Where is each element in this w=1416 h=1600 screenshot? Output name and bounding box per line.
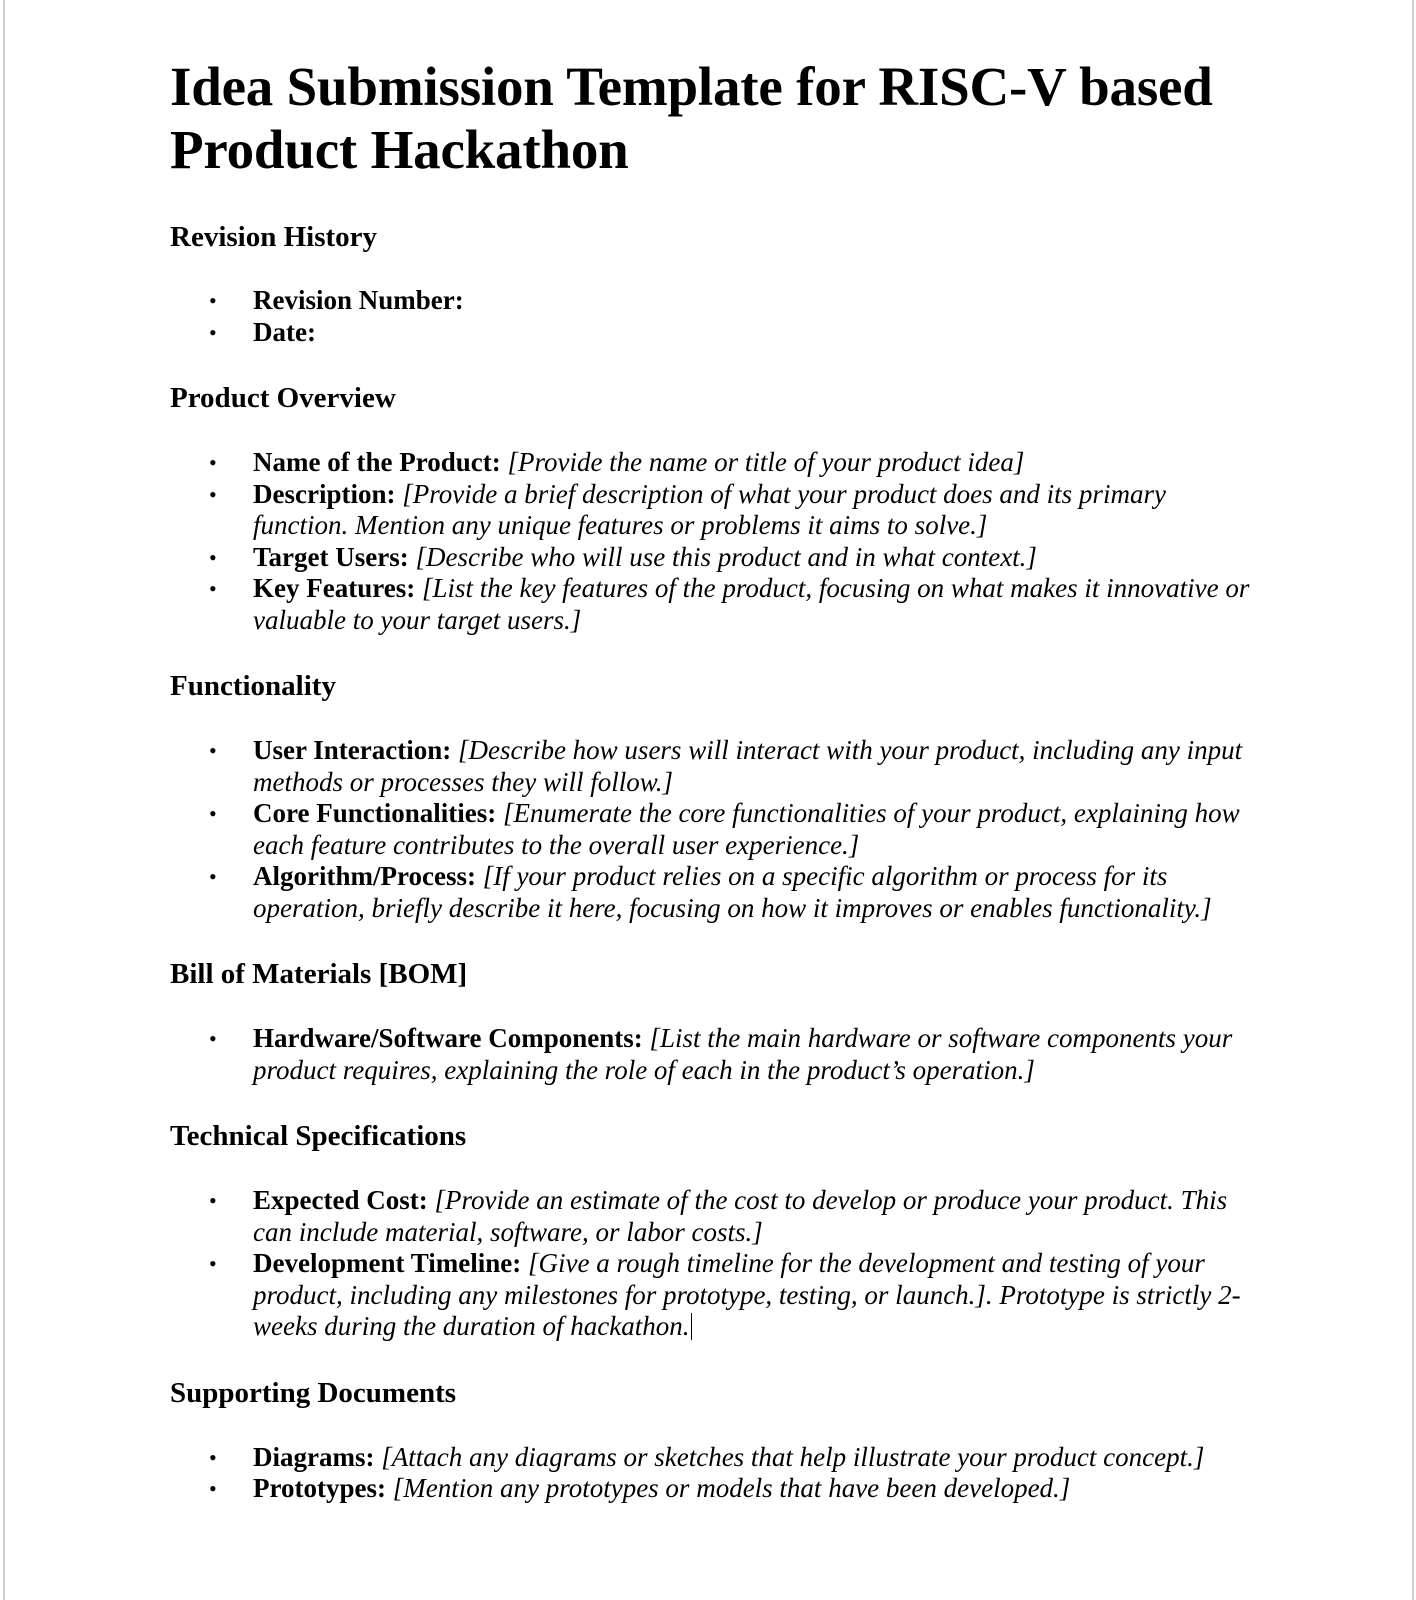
item-label: Key Features: <box>253 573 416 603</box>
item-label: Diagrams: <box>253 1441 375 1472</box>
heading-bill-of-materials[interactable]: Bill of Materials [BOM] <box>170 958 468 990</box>
item-placeholder-text[interactable]: [List the main hardware or software components your product requires, explaining the role of each in the product’s operation.] <box>253 1023 1233 1085</box>
item-placeholder-text[interactable]: [Enumerate the core functionalities of your product, explaining how each feature contributes to the overall user experience.] <box>253 798 1240 860</box>
item-label: Revision Number: <box>253 285 464 315</box>
list-item-description[interactable] <box>170 479 1260 542</box>
list-technical-specifications <box>170 1185 1260 1343</box>
bullet-icon: • <box>209 288 217 313</box>
item-label: Date: <box>253 316 316 347</box>
page-edge-left <box>3 0 5 1600</box>
heading-product-overview[interactable]: Product Overview <box>170 382 396 414</box>
list-item-diagrams[interactable] <box>170 1442 1260 1474</box>
bullet-icon: • <box>209 1444 217 1470</box>
item-label: Development Timeline: <box>253 1248 522 1278</box>
list-item-algorithm-process[interactable] <box>170 861 1260 924</box>
document-body <box>170 55 1260 1505</box>
item-label: User Interaction: <box>253 735 452 765</box>
item-label: Algorithm/Process: <box>253 861 476 891</box>
bullet-icon: • <box>209 1026 217 1051</box>
list-item-target-users[interactable] <box>170 542 1260 574</box>
list-bill-of-materials <box>170 1023 1260 1086</box>
document-title[interactable]: Idea Submission Template for RISC-V based Product Hackathon <box>170 56 1213 180</box>
page-edge-right <box>1412 0 1414 1600</box>
item-placeholder-text[interactable]: [Provide an estimate of the cost to develop or produce your product. This can include material, software, or labor costs.] <box>253 1185 1228 1247</box>
item-label: Description: <box>253 478 396 509</box>
item-label: Prototypes: <box>253 1473 386 1503</box>
heading-revision-history[interactable]: Revision History <box>170 221 378 253</box>
item-placeholder-text[interactable]: [List the key features of the product, focusing on what makes it innovative or valuable to your target users.] <box>253 573 1250 635</box>
list-functionality <box>170 735 1260 924</box>
list-item-date[interactable] <box>170 317 1260 349</box>
list-item-expected-cost[interactable] <box>170 1185 1260 1248</box>
item-placeholder-text[interactable]: [If your product relies on a specific algorithm or process for its operation, briefly describe it here, focusing on how it improves or enables functionality.] <box>253 861 1212 923</box>
item-placeholder-text[interactable]: [Provide the name or title of your product idea] <box>507 447 1025 477</box>
item-placeholder-text[interactable]: [Describe who will use this product and in what context.] <box>415 541 1037 572</box>
text-cursor <box>691 1313 692 1340</box>
bullet-icon: • <box>209 481 217 507</box>
list-item-user-interaction[interactable] <box>170 735 1260 798</box>
bullet-icon: • <box>209 450 217 475</box>
heading-technical-specifications[interactable]: Technical Specifications <box>170 1120 467 1152</box>
item-placeholder-text[interactable]: [Provide a brief description of what your product does and its primary function. Mention any unique features or problems it aims to solve.] <box>253 478 1166 540</box>
item-placeholder-text[interactable]: [Give a rough timeline for the development and testing of your product, including any milestones for prototype, testing, or launch.]. Prototype is strictly 2-weeks during the duration of hackathon. <box>253 1248 1241 1341</box>
bullet-icon: • <box>209 1251 217 1276</box>
list-item-hardware-software-components[interactable] <box>170 1023 1260 1086</box>
bullet-icon: • <box>209 1476 217 1501</box>
item-label: Expected Cost: <box>253 1185 428 1215</box>
bullet-icon: • <box>209 576 217 601</box>
bullet-icon: • <box>209 738 217 763</box>
list-item-revision-number[interactable] <box>170 285 1260 317</box>
item-placeholder-text[interactable]: [Describe how users will interact with your product, including any input methods or processes they will follow.] <box>253 735 1243 797</box>
item-label: Hardware/Software Components: <box>253 1023 643 1053</box>
item-label: Name of the Product: <box>253 447 501 477</box>
item-placeholder-text[interactable]: [Attach any diagrams or sketches that help illustrate your product concept.] <box>381 1441 1205 1472</box>
list-item-key-features[interactable] <box>170 573 1260 636</box>
list-item-name-of-product[interactable] <box>170 447 1260 479</box>
list-item-core-functionalities[interactable] <box>170 798 1260 861</box>
list-item-prototypes[interactable] <box>170 1473 1260 1505</box>
bullet-icon: • <box>209 1188 217 1213</box>
heading-functionality[interactable]: Functionality <box>170 670 336 702</box>
item-label: Core Functionalities: <box>253 798 497 828</box>
item-label: Target Users: <box>253 541 409 572</box>
bullet-icon: • <box>209 319 217 345</box>
heading-supporting-documents[interactable]: Supporting Documents <box>170 1376 457 1409</box>
bullet-icon: • <box>209 864 217 889</box>
list-item-development-timeline[interactable] <box>170 1248 1260 1343</box>
list-supporting-documents <box>170 1442 1260 1505</box>
bullet-icon: • <box>209 801 217 826</box>
list-revision-history <box>170 285 1260 348</box>
bullet-icon: • <box>209 544 217 570</box>
item-placeholder-text[interactable]: [Mention any prototypes or models that have been developed.] <box>392 1473 1071 1503</box>
list-product-overview <box>170 447 1260 636</box>
